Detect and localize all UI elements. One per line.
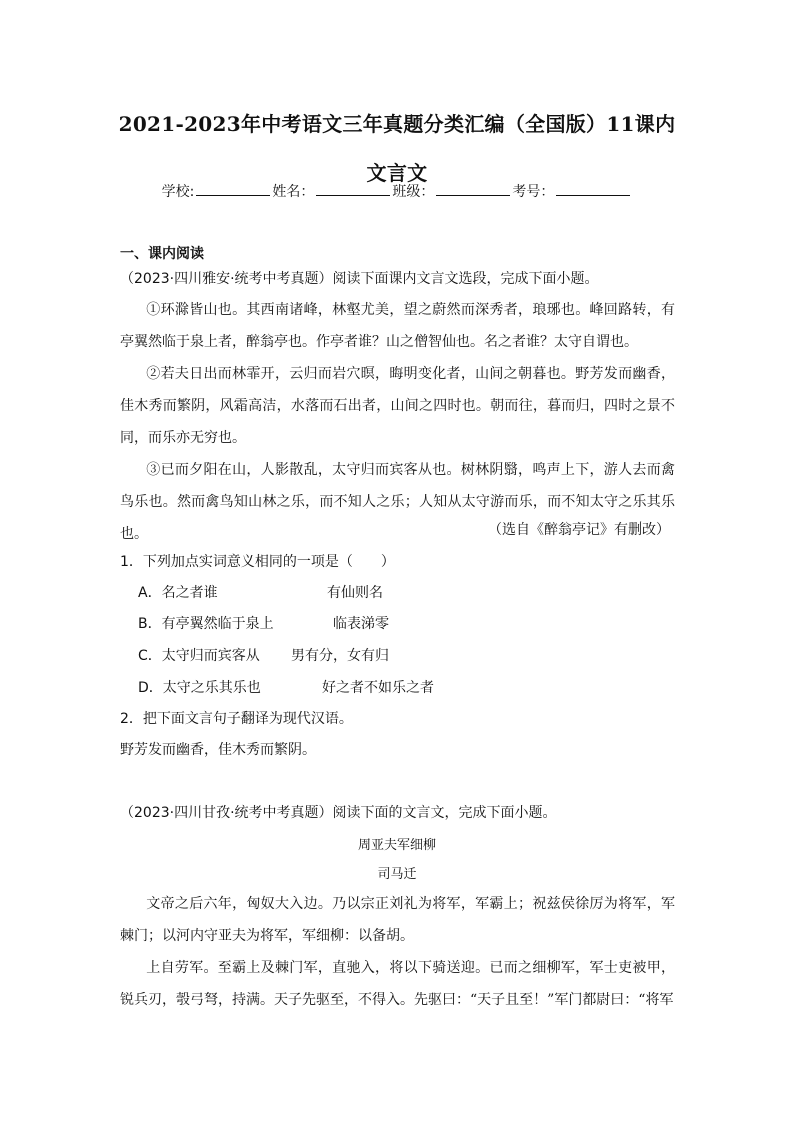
option-b: B．有亭翼然临于泉上 [138, 616, 274, 632]
option-a: A．名之者谁 [138, 585, 218, 601]
passage-author: 司马迁 [377, 867, 417, 882]
name-label: 姓名： [272, 184, 315, 200]
passage2-paragraph-2: 上自劳军。至霸上及棘门军，直驰入，将以下骑送迎。已而之细柳军，军士吏被甲，锐兵刃，彀弓弩，持满。天子先驱至，不得入。先驱曰：“天子且至！”军门都尉曰：“将军 [120, 960, 675, 1008]
source-note-1: （2023·四川雅安·统考中考真题）阅读下面课内文言文选段，完成下面小题。 [120, 271, 599, 287]
document-title: 2021-2023年中考语文三年真题分类汇编（全国版）11课内文言文 [118, 112, 676, 185]
option-d-pair: 好之者不如乐之者 [322, 680, 434, 696]
school-blank [196, 183, 270, 196]
option-d: D．太守之乐其乐也 [138, 680, 261, 696]
passage-title: 周亚夫军细柳 [357, 838, 436, 853]
name-blank [316, 183, 390, 196]
passage-citation: （选自《醉翁亭记》有删改） [488, 522, 670, 538]
question-2: 2．把下面文言句子翻译为现代汉语。 [120, 711, 353, 727]
passage-paragraph-1: ①环滁皆山也。其西南诸峰，林壑尤美，望之蔚然而深秀者，琅琊也。峰回路转，有亭翼然临于泉上者，醉翁亭也。作亭者谁？山之僧智仙也。名之者谁？太守自谓也。 [120, 302, 675, 350]
exam-no-blank [556, 183, 630, 196]
class-label: 班级： [392, 184, 435, 200]
passage-paragraph-2: ②若夫日出而林霏开，云归而岩穴暝，晦明变化者，山间之朝暮也。野芳发而幽香，佳木秀而繁阴，风霜高洁，水落而石出者，山间之四时也。朝而往，暮而归，四时之景不同，而乐亦无穷也。 [120, 366, 675, 446]
source-note-2: （2023·四川甘孜·统考中考真题）阅读下面的文言文，完成下面小题。 [120, 805, 557, 821]
section-heading: 一、课内阅读 [120, 246, 204, 262]
question-1: 1．下列加点实词意义相同的一项是（ ） [120, 554, 395, 570]
student-info-line [0, 181, 794, 201]
exam-no-label: 考号： [512, 184, 555, 200]
passage-paragraph-3: ③已而夕阳在山，人影散乱，太守归而宾客从也。树林阴翳，鸣声上下，游人去而禽鸟乐也。然而禽鸟知山林之乐，而不知人之乐；人知从太守游而乐，而不知太守之乐其乐也。 [120, 462, 675, 542]
passage2-paragraph-1: 文帝之后六年，匈奴大入边。乃以宗正刘礼为将军，军霸上；祝兹侯徐厉为将军，军棘门；以河内守亚夫为将军，军细柳：以备胡。 [120, 896, 675, 944]
option-b-pair: 临表涕零 [333, 616, 389, 632]
class-blank [436, 183, 510, 196]
option-a-pair: 有仙则名 [327, 585, 383, 601]
school-label: 学校: [161, 184, 195, 200]
option-c: C．太守归而宾客从 [138, 648, 260, 664]
option-c-pair: 男有分，女有归 [291, 648, 389, 664]
question-2-sentence: 野芳发而幽香，佳木秀而繁阴。 [120, 742, 316, 758]
